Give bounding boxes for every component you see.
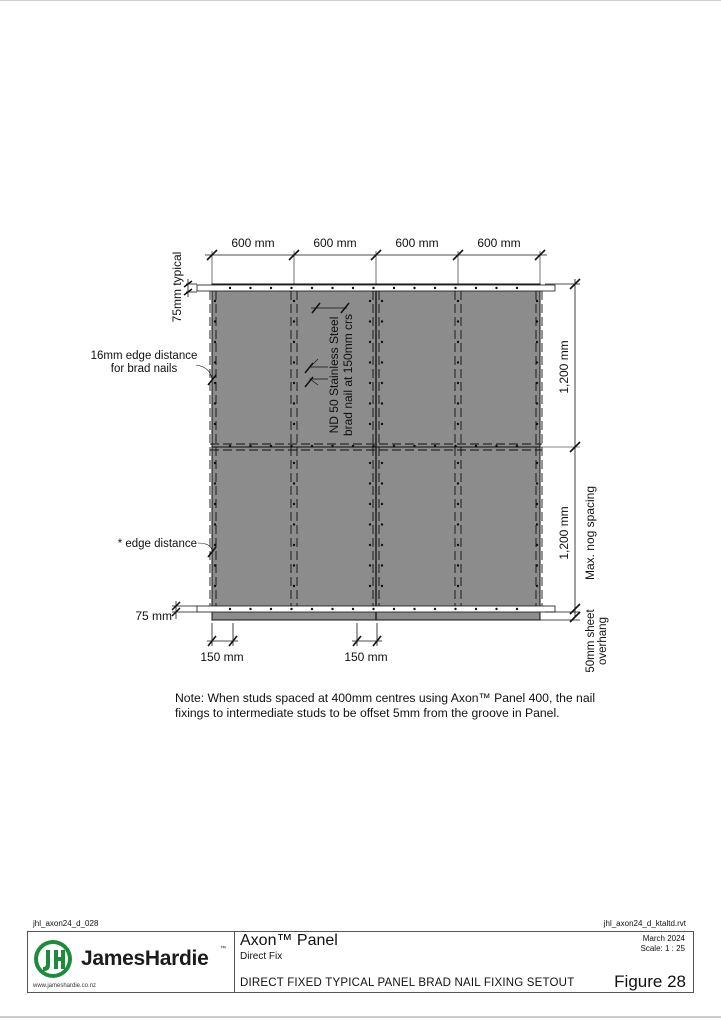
brad-nail	[393, 608, 395, 610]
brad-nail	[495, 445, 497, 447]
brad-nail	[249, 445, 251, 447]
brad-nail	[457, 523, 459, 525]
brad-nail	[381, 523, 383, 525]
brad-nail	[214, 382, 216, 384]
title-block	[27, 931, 694, 993]
brad-nail	[457, 382, 459, 384]
title-block-divider	[234, 932, 235, 993]
brad-nail	[381, 402, 383, 404]
jameshardie-logo	[32, 938, 228, 978]
brad-nail	[293, 402, 295, 404]
brad-nail	[475, 445, 477, 447]
revit-file-reference: jhl_axon24_d_ktaltd.rvt	[603, 919, 686, 928]
brad-nail	[369, 341, 371, 343]
brad-nail	[249, 608, 251, 610]
brad-nail	[214, 423, 216, 425]
brad-nail	[214, 462, 216, 464]
brad-nail	[381, 341, 383, 343]
brad-nail	[536, 341, 538, 343]
brad-nail	[229, 608, 231, 610]
brad-nail	[369, 462, 371, 464]
nail-spacing-dimension	[207, 623, 382, 646]
brad-nail	[369, 361, 371, 363]
brad-nail	[214, 544, 216, 546]
brad-nail	[352, 608, 354, 610]
edge-distance-label: for brad nails	[110, 363, 178, 375]
bottom-margin-label: 75 mm	[135, 609, 172, 623]
brad-nail	[293, 544, 295, 546]
brad-nail	[381, 320, 383, 322]
brad-nail	[381, 423, 383, 425]
edge-distance-label: 16mm edge distance	[90, 350, 198, 362]
brad-nail	[434, 445, 436, 447]
brad-nail	[495, 287, 497, 289]
brad-nail	[290, 445, 292, 447]
brad-nail	[270, 608, 272, 610]
brad-nail	[229, 445, 231, 447]
brad-nail	[413, 445, 415, 447]
upper-height-label: 1,200 mm	[557, 340, 571, 394]
brad-nail	[381, 482, 383, 484]
brad-nail	[290, 608, 292, 610]
brad-nail	[352, 287, 354, 289]
brad-nail	[372, 608, 374, 610]
brad-nail	[457, 402, 459, 404]
brad-nail	[369, 564, 371, 566]
brad-nail	[381, 503, 383, 505]
brad-nail	[311, 608, 313, 610]
brad-nail	[293, 462, 295, 464]
brad-nail	[293, 482, 295, 484]
brad-nail	[369, 482, 371, 484]
brad-nail	[369, 402, 371, 404]
nail-spec-label: ND 50 Stainless Steel	[327, 316, 341, 434]
brad-nail	[293, 423, 295, 425]
brad-nail	[457, 361, 459, 363]
brad-nail	[293, 320, 295, 322]
brad-nail	[413, 608, 415, 610]
brad-nail	[454, 608, 456, 610]
issue-date: March 2024	[642, 934, 685, 943]
brad-nail	[457, 585, 459, 587]
brad-nail	[457, 503, 459, 505]
brad-nail	[369, 503, 371, 505]
brad-nail	[457, 341, 459, 343]
stud-spacing-label: 600 mm	[231, 236, 275, 250]
brad-nail	[331, 608, 333, 610]
brad-nail	[214, 341, 216, 343]
brad-nail	[293, 361, 295, 363]
brad-nail	[229, 287, 231, 289]
nail-spacing-mid-label: 150 mm	[344, 650, 388, 664]
brad-nail	[381, 544, 383, 546]
brad-nail	[536, 423, 538, 425]
brad-nail	[293, 585, 295, 587]
overhang-label: overhang	[597, 617, 609, 665]
brad-nail	[475, 287, 477, 289]
brad-nail	[270, 445, 272, 447]
brad-nail	[393, 287, 395, 289]
brad-nail	[413, 287, 415, 289]
brad-nail	[311, 445, 313, 447]
brad-nail	[475, 608, 477, 610]
star-edge-label: * edge distance	[117, 538, 197, 550]
brad-nail	[454, 445, 456, 447]
brad-nail	[331, 287, 333, 289]
brad-nail	[516, 287, 518, 289]
brad-nail	[536, 402, 538, 404]
brad-nail	[536, 462, 538, 464]
brad-nail	[536, 585, 538, 587]
brad-nail	[214, 564, 216, 566]
brad-nail	[214, 482, 216, 484]
nog-spacing-label: Max. nog spacing	[583, 485, 597, 581]
brad-nail	[369, 382, 371, 384]
brad-nail	[536, 300, 538, 302]
brad-nail	[536, 361, 538, 363]
sheet-title: DIRECT FIXED TYPICAL PANEL BRAD NAIL FIXING SETOUT	[240, 977, 575, 989]
brad-nail	[249, 287, 251, 289]
brad-nail	[352, 445, 354, 447]
brad-nail	[457, 300, 459, 302]
brad-nail	[369, 300, 371, 302]
brad-nail	[536, 482, 538, 484]
brad-nail	[214, 320, 216, 322]
brad-nail	[293, 564, 295, 566]
brad-nail	[381, 585, 383, 587]
setout-note	[175, 691, 605, 721]
brad-nail	[381, 300, 383, 302]
drawing-reference: jhl_axon24_d_028	[33, 919, 99, 928]
bottom-margin-dimension	[172, 601, 197, 619]
brad-nail	[536, 564, 538, 566]
brad-nail	[457, 482, 459, 484]
brad-nail	[516, 608, 518, 610]
brad-nail	[381, 361, 383, 363]
note-line: fixings to intermediate studs to be offset 5mm from the groove in Panel.	[175, 706, 560, 720]
brad-nail	[293, 382, 295, 384]
brad-nail	[290, 287, 292, 289]
brad-nail	[536, 320, 538, 322]
brad-nail	[434, 608, 436, 610]
brad-nail	[293, 300, 295, 302]
stud-spacing-label: 600 mm	[313, 236, 357, 250]
product-subtitle: Direct Fix	[240, 951, 283, 962]
brad-nail	[311, 287, 313, 289]
brad-nail	[536, 382, 538, 384]
website-url: www.jameshardie.co.nz	[33, 983, 97, 989]
brad-nail	[293, 503, 295, 505]
right-dimension	[540, 279, 580, 622]
brad-nail	[457, 320, 459, 322]
note-line: Note: When studs spaced at 400mm centres using Axon™ Panel 400, the nail	[175, 691, 596, 705]
brad-nail	[381, 564, 383, 566]
brad-nail	[369, 585, 371, 587]
drawing-scale: Scale: 1 : 25	[640, 944, 685, 953]
brad-nail	[214, 300, 216, 302]
brad-nail	[372, 287, 374, 289]
panel-fixing-diagram	[0, 1, 721, 1021]
brad-nail	[457, 544, 459, 546]
brad-nail	[536, 503, 538, 505]
brad-nail	[381, 382, 383, 384]
brad-nail	[369, 423, 371, 425]
stud-spacing-label: 600 mm	[477, 236, 521, 250]
brad-nail	[454, 287, 456, 289]
brad-nail	[457, 564, 459, 566]
brad-nail	[369, 320, 371, 322]
brad-nail	[214, 585, 216, 587]
brad-nail	[516, 445, 518, 447]
jh-logo-icon	[32, 938, 76, 980]
top-margin-dimension	[184, 279, 197, 297]
overhang-label: 50mm sheet	[585, 609, 597, 673]
brand-name: JamesHardie	[81, 947, 209, 970]
brad-nail	[331, 445, 333, 447]
figure-number: Figure 28	[614, 972, 686, 991]
brad-nail	[369, 523, 371, 525]
brad-nail	[214, 361, 216, 363]
brad-nail	[214, 523, 216, 525]
brad-nail	[214, 503, 216, 505]
brad-nail	[393, 445, 395, 447]
stud-spacing-label: 600 mm	[395, 236, 439, 250]
brad-nail	[293, 341, 295, 343]
product-name: Axon™ Panel	[240, 932, 338, 949]
trademark-symbol: ™	[220, 946, 226, 952]
brad-nail	[495, 608, 497, 610]
nail-spec-label: brad nail at 150mm crs	[341, 313, 355, 437]
nail-spacing-left-label: 150 mm	[200, 650, 244, 664]
brad-nail	[434, 287, 436, 289]
lower-height-label: 1,200 mm	[557, 506, 571, 560]
brad-nail	[536, 544, 538, 546]
brad-nail	[369, 544, 371, 546]
brad-nail	[270, 287, 272, 289]
brad-nail	[536, 523, 538, 525]
brad-nail	[214, 402, 216, 404]
brad-nail	[293, 523, 295, 525]
brad-nail	[372, 445, 374, 447]
brad-nail	[381, 462, 383, 464]
brad-nail	[457, 423, 459, 425]
top-margin-label: 75mm typical	[170, 251, 184, 323]
brad-nail	[457, 462, 459, 464]
